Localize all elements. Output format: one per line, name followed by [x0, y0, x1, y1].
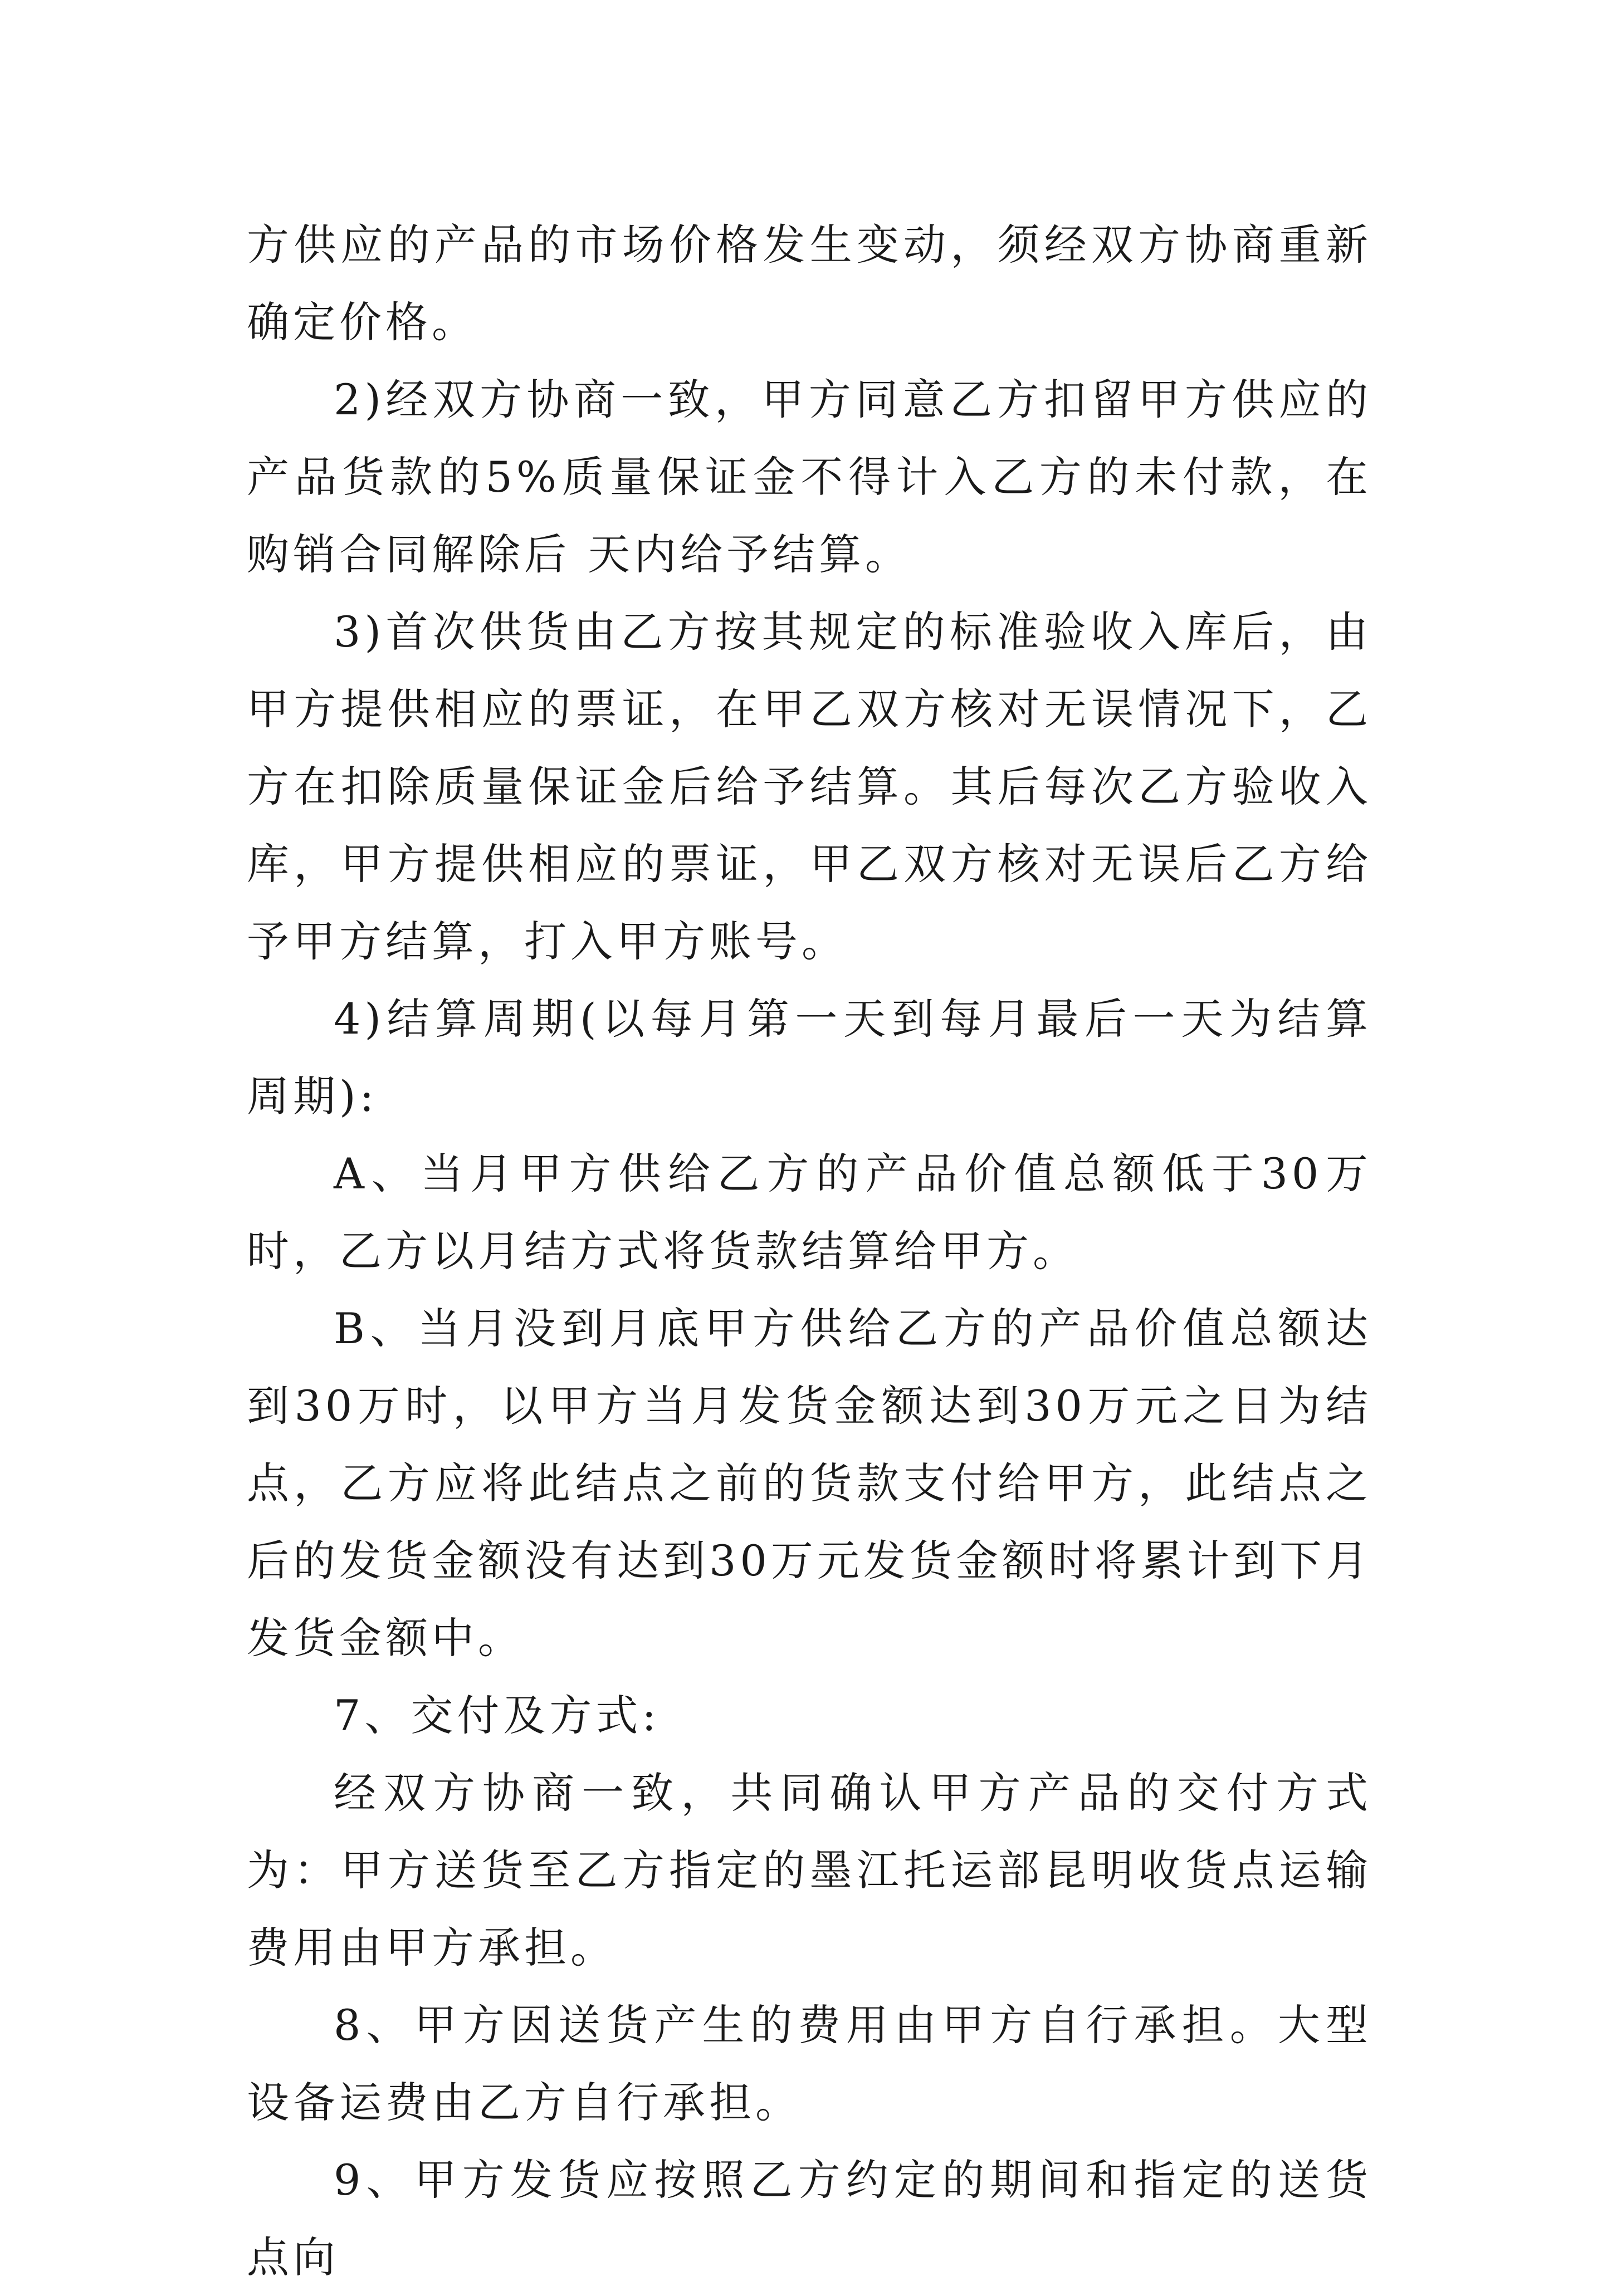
paragraph-clause-b: B、当月没到月底甲方供给乙方的产品价值总额达到30万时，以甲方当月发货金额达到30万元之日为结点，乙方应将此结点之前的货款支付给甲方，此结点之后的发货金额没有达到30万元发货金额时将累计到下月发货金额中。 [247, 1304, 1372, 1663]
document-body [247, 206, 1372, 2296]
paragraph-delivery-costs: 8、甲方因送货产生的费用由甲方自行承担。大型设备运费由乙方自行承担。 [247, 2000, 1372, 2127]
paragraph-first-supply-settlement: 3)首次供货由乙方按其规定的标准验收入库后，由甲方提供相应的票证，在甲乙双方核对无误情况下，乙方在扣除质量保证金后给予结算。其后每次乙方验收入库，甲方提供相应的票证，甲乙双方核对无误后乙方给予甲方结算，打入甲方账号。 [247, 607, 1372, 966]
paragraph-settlement-cycle: 4)结算周期(以每月第一天到每月最后一天为结算周期): [247, 994, 1372, 1121]
paragraph-quality-deposit: 2)经双方协商一致，甲方同意乙方扣留甲方供应的产品货款的5%质量保证金不得计入乙方的未付款，在购销合同解除后 天内给予结算。 [247, 375, 1372, 579]
paragraph-delivery-schedule: 9、甲方发货应按照乙方约定的期间和指定的送货点向 [247, 2155, 1372, 2282]
paragraph-heading-delivery: 7、交付及方式: [334, 1691, 660, 1740]
paragraph-delivery-method: 经双方协商一致，共同确认甲方产品的交付方式为：甲方送货至乙方指定的墨江托运部昆明收货点运输费用由甲方承担。 [247, 1768, 1372, 1972]
paragraph-price-change: 方供应的产品的市场价格发生变动，须经双方协商重新确定价格。 [247, 220, 1372, 347]
paragraph-clause-a: A、当月甲方供给乙方的产品价值总额低于30万时，乙方以月结方式将货款结算给甲方。 [247, 1149, 1372, 1276]
